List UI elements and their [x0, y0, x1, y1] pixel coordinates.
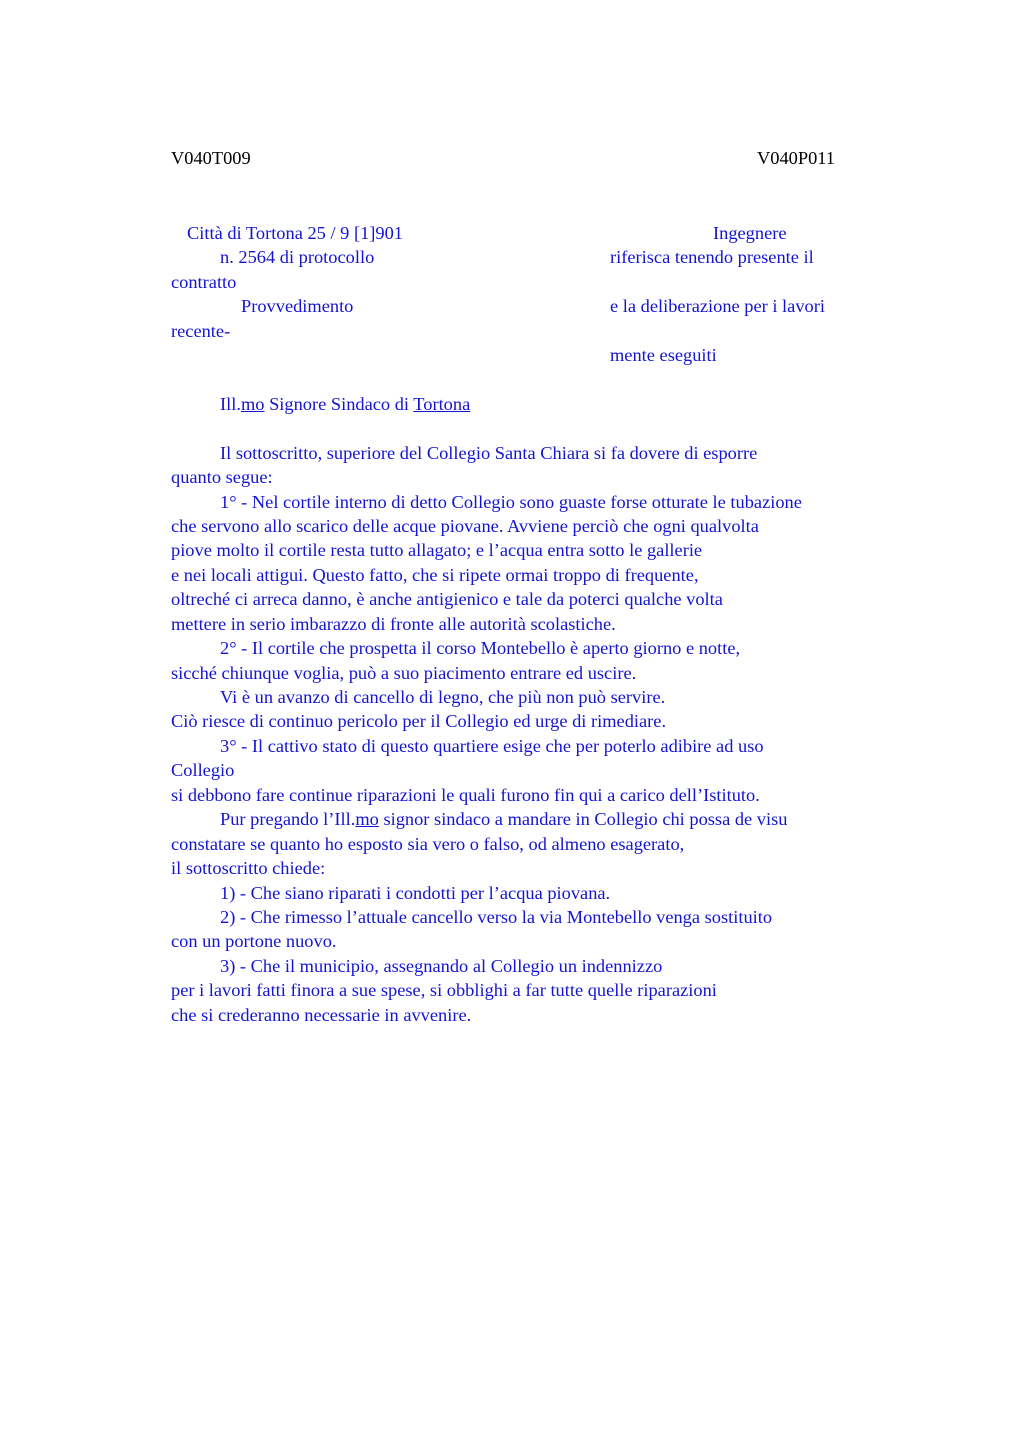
body-line-16-mo: mo [355, 809, 379, 829]
body-line-16 [220, 807, 787, 831]
body-line-13: 3° - Il cattivo stato di questo quartiere esige che per poterlo adibire ad uso [220, 736, 764, 756]
place-date: Città di Tortona 25 / 9 [1]901 [187, 223, 403, 243]
provvedimento-wrap-text: recente- [171, 321, 231, 341]
body-line-11: Vi è un avanzo di cancello di legno, che più non può servire. [220, 687, 666, 707]
body-line-16-start: Pur pregando l’Ill. [220, 809, 356, 829]
body-line-24: che si crederanno necessarie in avvenire. [171, 1005, 472, 1025]
annotation-line-4: mente eseguiti [610, 345, 717, 365]
annotation-line-1: Ingegnere [713, 223, 787, 243]
body-line-10: sicché chiunque voglia, può a suo piacimento entrare ed uscire. [171, 663, 637, 683]
body-line-2: quanto segue: [171, 467, 273, 487]
salutation-middle: Signore Sindaco di [264, 394, 414, 414]
body-line-20: 2) - Che rimesso l’attuale cancello verso la via Montebello venga sostituito [220, 907, 773, 927]
body-line-21: con un portone nuovo. [171, 931, 337, 951]
body-line-15: si debbono fare continue riparazioni le quali furono fin qui a carico dell’Istituto. [171, 785, 760, 805]
salutation-prefix: Ill. [220, 394, 241, 414]
provvedimento-label: Provvedimento [241, 296, 354, 316]
body-line-18: il sottoscritto chiede: [171, 858, 326, 878]
annotation-line-2: riferisca tenendo presente il [610, 247, 814, 267]
body-line-17: constatare se quanto ho esposto sia vero o falso, od almeno esagerato, [171, 834, 685, 854]
body-line-12: Ciò riesce di continuo pericolo per il Collegio ed urge di rimediare. [171, 711, 667, 731]
body-line-4: che servono allo scarico delle acque piovane. Avviene perciò che ogni qualvolta [171, 516, 759, 536]
body-line-16-end: signor sindaco a mandare in Collegio chi possa de visu [378, 809, 788, 829]
document-code-left: V040T009 [171, 148, 251, 168]
salutation-city: Tortona [413, 394, 471, 414]
document-code-right: V040P011 [757, 148, 835, 168]
body-line-14: Collegio [171, 760, 235, 780]
body-line-6: e nei locali attigui. Questo fatto, che si ripete ormai troppo di frequente, [171, 565, 699, 585]
body-line-3: 1° - Nel cortile interno di detto Collegio sono guaste forse otturate le tubazione [220, 492, 802, 512]
body-line-8: mettere in serio imbarazzo di fronte alle autorità scolastiche. [171, 614, 616, 634]
body-line-7: oltreché ci arreca danno, è anche antigienico e tale da poterci qualche volta [171, 589, 723, 609]
body-line-19: 1) - Che siano riparati i condotti per l’acqua piovana. [220, 883, 611, 903]
body-line-1: Il sottoscritto, superiore del Collegio Santa Chiara si fa dovere di esporre [220, 443, 758, 463]
salutation-mo: mo [240, 394, 265, 414]
body-line-9: 2° - Il cortile che prospetta il corso Montebello è aperto giorno e notte, [220, 638, 741, 658]
protocol-number: n. 2564 di protocollo [220, 247, 375, 267]
salutation [220, 392, 470, 416]
protocol-wrap-text: contratto [171, 272, 237, 292]
body-line-22: 3) - Che il municipio, assegnando al Collegio un indennizzo [220, 956, 663, 976]
body-line-23: per i lavori fatti finora a sue spese, si obblighi a far tutte quelle riparazioni [171, 980, 717, 1000]
body-line-5: piove molto il cortile resta tutto allagato; e l’acqua entra sotto le gallerie [171, 540, 703, 560]
annotation-line-3: e la deliberazione per i lavori [610, 296, 825, 316]
